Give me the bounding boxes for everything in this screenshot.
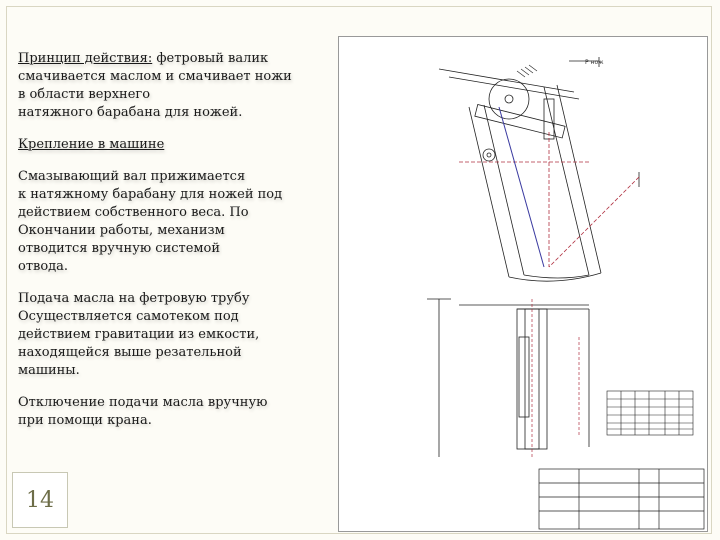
principle-lead: Принцип действия:	[18, 51, 153, 66]
page-number-box	[12, 472, 68, 528]
technical-drawing	[338, 36, 708, 532]
paragraph-mounting: Смазывающий вал прижимается к натяжному барабану для ножей под действием собственного веса. По Окончании работы, механизм отводится вручную системой отвода.	[18, 169, 283, 274]
paragraph-principle	[18, 50, 318, 122]
drawing-svg	[339, 37, 709, 533]
slide-text-column	[18, 50, 318, 444]
section-heading: Крепление в машине	[18, 137, 165, 152]
paragraph-oil-shutoff: Отключение подачи масла вручную при помощи крана.	[18, 395, 268, 428]
paragraph-oil-supply: Подача масла на фетровую трубу Осуществляется самотеком под действием гравитации из емкости, находящейся выше резательной машины.	[18, 291, 260, 378]
page-number: 14	[26, 487, 54, 513]
drawing-label-force: Р нож	[585, 59, 604, 66]
principle-text: фетровый валик смачивается маслом и смачивает ножи в области верхнего натяжного барабана для ножей.	[18, 51, 292, 120]
